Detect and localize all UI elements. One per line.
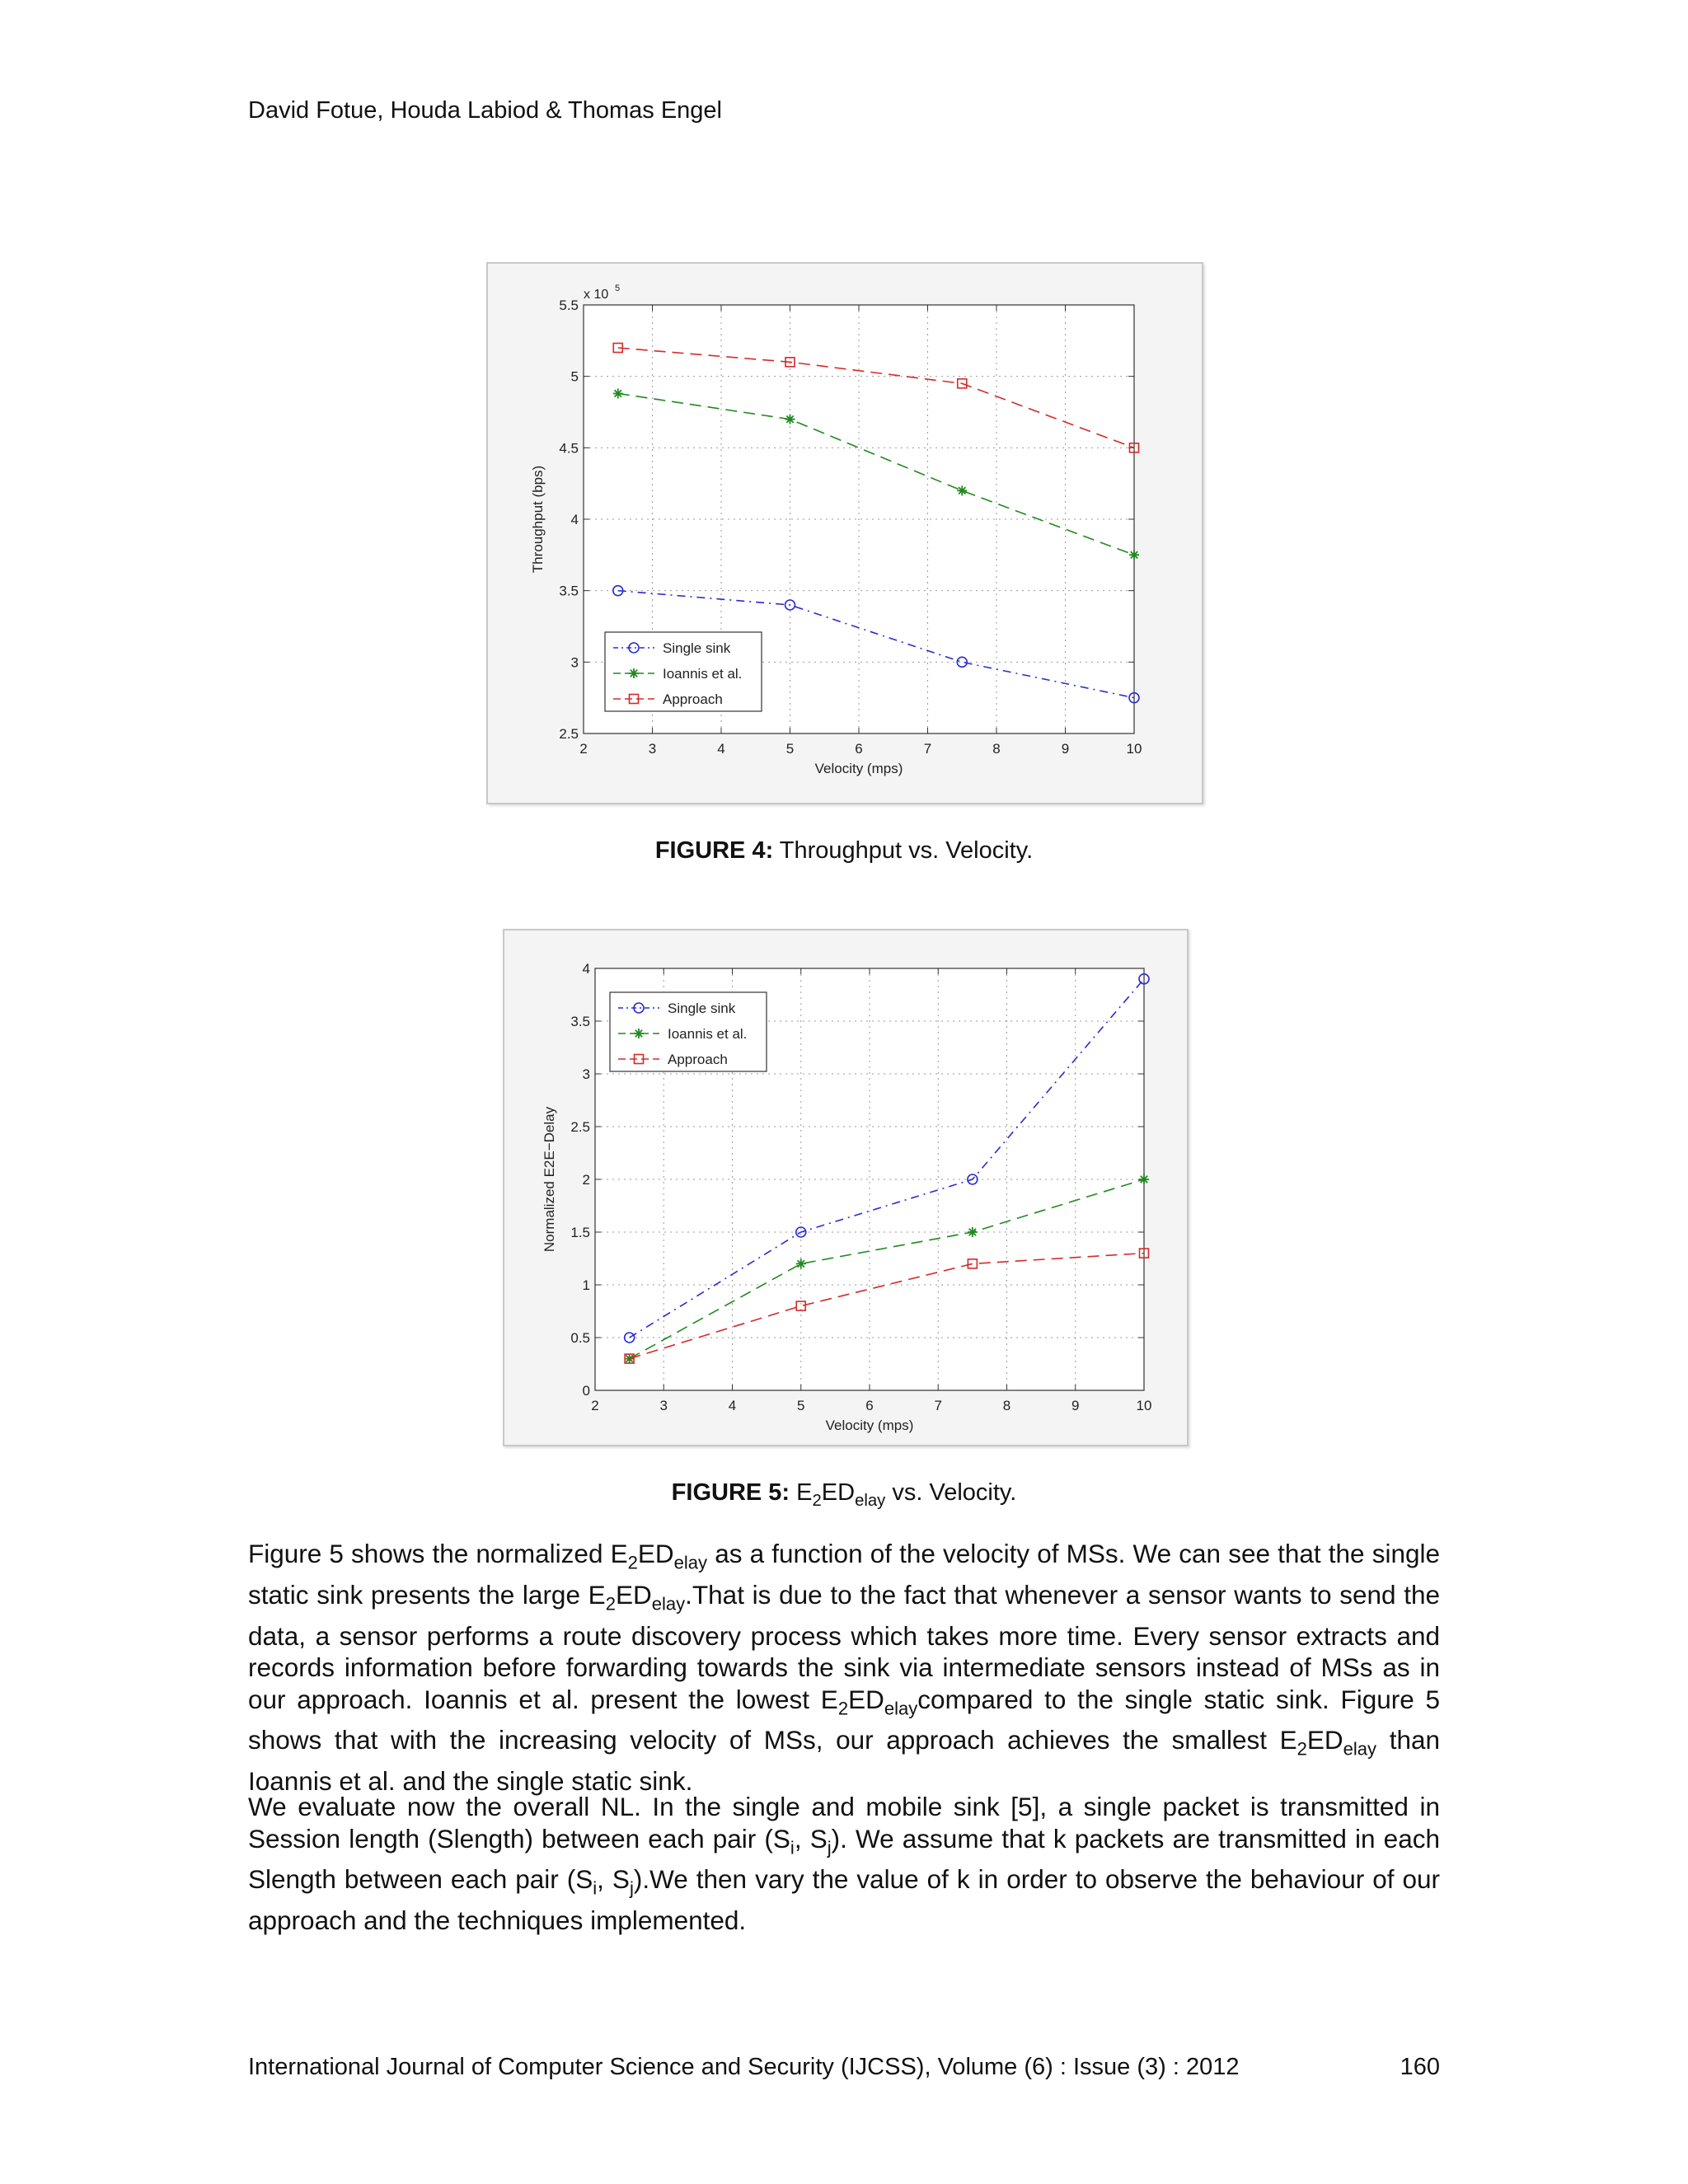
figure-4-caption-label: FIGURE 4: [654, 837, 774, 864]
x-tick-label: 4 [728, 1398, 737, 1413]
x-tick-label: 10 [1136, 1398, 1152, 1413]
x-tick-label: 8 [1002, 1398, 1011, 1413]
y-tick-label: 0.5 [570, 1330, 590, 1346]
y-tick-label: 3.5 [559, 583, 579, 599]
subscript-text: 2 [1296, 1738, 1307, 1760]
x-tick-label: 2 [591, 1398, 599, 1413]
legend-entry: Approach [663, 691, 723, 707]
figure-5-caption-e: E [796, 1479, 813, 1506]
y-tick-label: 5.5 [559, 298, 579, 313]
body-paragraph-1 [248, 1538, 1440, 1797]
subscript-text: elay [651, 1593, 686, 1615]
subscript-text: i [593, 1877, 598, 1899]
figure-5-caption-sub2: 2 [812, 1491, 822, 1510]
x-tick-label: 7 [923, 741, 932, 757]
page-number: 160 [1400, 2054, 1440, 2080]
figure-5-caption-rest: vs. Velocity. [885, 1479, 1017, 1506]
legend-entry: Single sink [668, 1001, 736, 1016]
y-tick-label: 2 [582, 1172, 590, 1188]
data-point-star [1129, 550, 1139, 560]
y-tick-label: 2.5 [570, 1119, 590, 1135]
text-run: .That is due to the fact that whenever a sensor wants to send the data, a sensor performs a route discovery process which takes more time. Every sensor extracts and records information before forwarding towards the sink via intermediate sensors instead of MSs as in our approach. Ioannis et al. present the lowest E [248, 1579, 1440, 1714]
y-tick-label: 3 [582, 1066, 590, 1082]
body-paragraph-2 [248, 1791, 1440, 1937]
subscript-text: 2 [837, 1697, 849, 1718]
x-tick-label: 9 [1071, 1398, 1080, 1413]
throughput-chart-svg [488, 264, 1202, 803]
data-point-star [1139, 1174, 1149, 1184]
x-tick-label: 5 [785, 741, 795, 757]
legend-entry: Ioannis et al. [663, 666, 743, 682]
text-run: as a function of the velocity of MSs. We can see that the single static sink presents the large E [248, 1539, 1441, 1610]
subscript-text: j [629, 1877, 634, 1899]
x-tick-label: 7 [934, 1398, 942, 1413]
figure-5-chart [503, 929, 1189, 1446]
axis-multiplier: x 10 [584, 288, 609, 302]
y-tick-label: 4.5 [559, 440, 579, 457]
figure-5-caption [0, 1479, 1688, 1511]
y-tick-label: 1.5 [570, 1225, 590, 1240]
y-axis-label: Normalized E2E−Delay [542, 1106, 557, 1253]
x-axis-label: Velocity (mps) [825, 1418, 914, 1433]
figure-4-chart [486, 262, 1203, 804]
subscript-text: elay [884, 1697, 918, 1718]
figure-4-caption-text: Throughput vs. Velocity. [773, 837, 1034, 864]
text-run: Figure 5 shows the normalized E [248, 1539, 628, 1568]
x-tick-label: 4 [717, 741, 725, 757]
text-run: ). We assume that k packets are transmitted in each Slength between each pair (S [248, 1823, 1440, 1895]
text-run: than Ioannis et al. and the single static sink. [248, 1725, 1441, 1797]
figure-4-caption [0, 837, 1688, 865]
subscript-text: j [827, 1836, 832, 1858]
running-header: David Fotue, Houda Labiod & Thomas Engel [248, 97, 722, 124]
text-run: ED [1306, 1725, 1343, 1755]
legend-entry: Approach [668, 1052, 728, 1067]
x-tick-label: 6 [865, 1398, 874, 1413]
data-point-star [796, 1258, 806, 1268]
data-point-star [968, 1227, 978, 1237]
figure-5-caption-label: FIGURE 5: [671, 1479, 790, 1506]
x-tick-label: 2 [579, 741, 588, 757]
x-tick-label: 5 [797, 1398, 805, 1413]
subscript-text: elay [673, 1552, 708, 1573]
y-tick-label: 3.5 [570, 1014, 590, 1029]
text-run: ED [615, 1579, 652, 1610]
y-tick-label: 2.5 [559, 726, 579, 742]
text-run: compared to the single static sink. Figure 5 shows that with the increasing velocity of MSs, our approach achieves the smallest E [248, 1684, 1440, 1755]
y-tick-label: 5 [570, 368, 579, 385]
delay-chart-svg [504, 930, 1187, 1445]
legend-entry: Ioannis et al. [668, 1026, 748, 1042]
subscript-text: 2 [627, 1552, 638, 1573]
text-run: ED [637, 1539, 674, 1568]
data-point-star [957, 485, 967, 495]
subscript-text: i [790, 1836, 795, 1858]
figure-5-caption-elay: elay [855, 1491, 886, 1510]
text-run: ).We then vary the value of k in order to observe the behaviour of our approach and the techniques implemented. [248, 1864, 1440, 1936]
text-run: We evaluate now the overall NL. In the single and mobile sink [5], a single packet is transmitted in Session length (Slength) between each pair (S [248, 1792, 1440, 1854]
text-run: ED [848, 1684, 884, 1714]
figure-5-caption-ed: ED [821, 1479, 856, 1506]
legend-entry: Single sink [663, 640, 731, 656]
axis-multiplier-exponent: 5 [615, 284, 621, 293]
y-axis-label: Throughput (bps) [530, 465, 546, 574]
x-axis-label: Velocity (mps) [814, 761, 903, 776]
x-tick-label: 3 [659, 1398, 668, 1413]
text-run: , S [794, 1823, 828, 1854]
x-tick-label: 10 [1126, 741, 1142, 757]
y-tick-label: 0 [582, 1383, 590, 1399]
x-tick-label: 8 [992, 741, 1001, 757]
footer-journal: International Journal of Computer Science and Security (IJCSS), Volume (6) : Issue (3) : 2012 [248, 2054, 1240, 2080]
legend-marker-star [634, 1029, 644, 1038]
subscript-text: elay [1343, 1738, 1377, 1760]
x-tick-label: 6 [855, 741, 863, 757]
y-tick-label: 4 [570, 512, 579, 527]
x-tick-label: 9 [1061, 741, 1070, 757]
subscript-text: 2 [605, 1593, 616, 1615]
legend [605, 632, 762, 711]
y-tick-label: 3 [570, 654, 579, 671]
text-run: , S [597, 1864, 630, 1895]
page-footer [248, 2054, 1440, 2081]
y-tick-label: 4 [582, 961, 590, 977]
y-tick-label: 1 [582, 1277, 590, 1293]
legend [610, 992, 767, 1071]
x-tick-label: 3 [648, 741, 657, 757]
